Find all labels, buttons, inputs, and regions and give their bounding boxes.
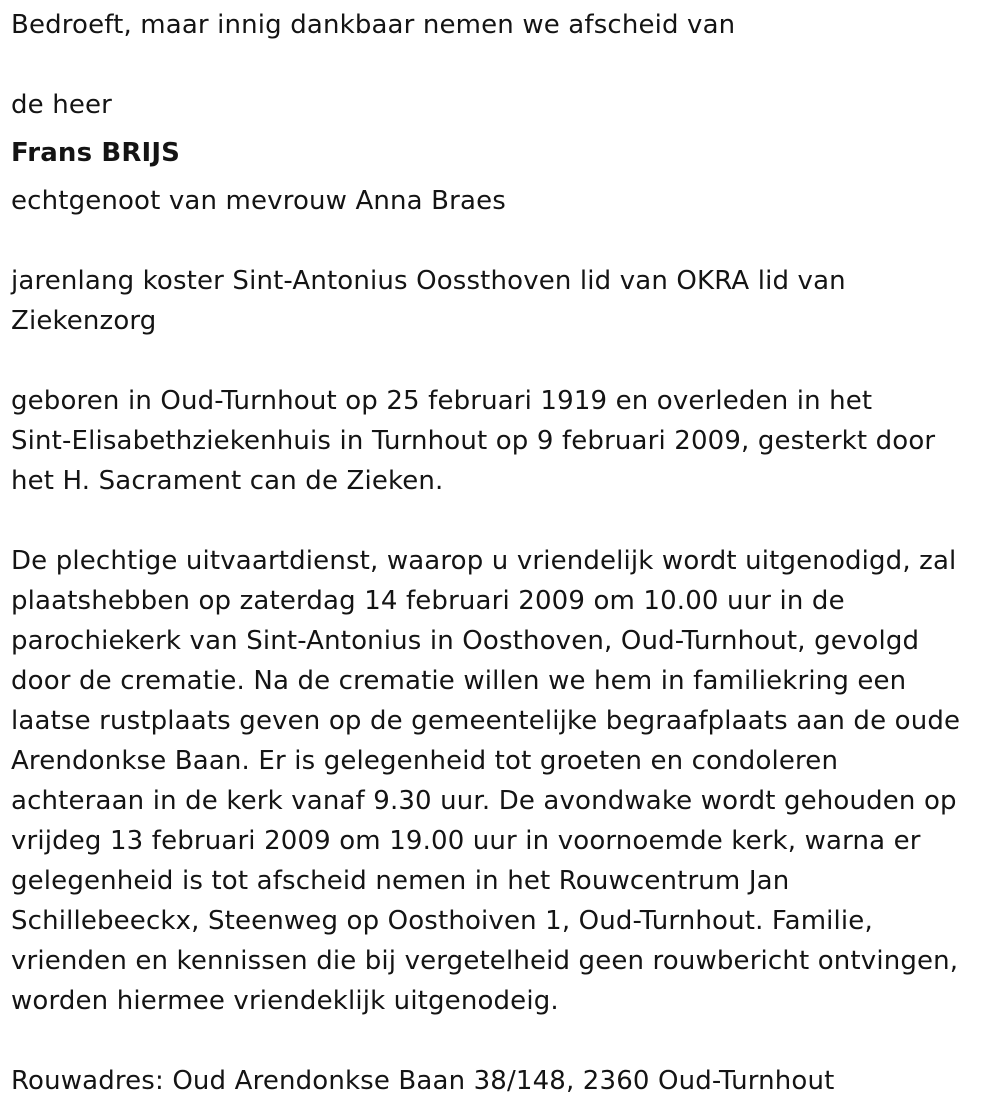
- service-line: plaatshebben op zaterdag 14 februari 2009 om 10.00 uur in de: [11, 586, 845, 616]
- birth-death-paragraph: [11, 381, 991, 501]
- intro-line: Bedroeft, maar innig dankbaar nemen we afscheid van: [11, 10, 736, 40]
- deceased-name: Frans BRIJS: [11, 138, 181, 168]
- service-line: Schillebeeckx, Steenweg op Oosthoiven 1, Oud-Turnhout. Familie,: [11, 906, 873, 936]
- spacer: [11, 125, 991, 133]
- honorific: de heer: [11, 90, 112, 120]
- service-line: De plechtige uitvaartdienst, waarop u vriendelijk wordt uitgenodigd, zal: [11, 546, 957, 576]
- spacer: [11, 221, 991, 261]
- birth-death-line: Sint-Elisabethziekenhuis in Turnhout op 9 februari 2009, gesterkt door: [11, 426, 936, 456]
- roles-line: jarenlang koster Sint-Antonius Oossthoven lid van OKRA lid van: [11, 266, 846, 296]
- birth-death-line: geboren in Oud-Turnhout op 25 februari 1919 en overleden in het: [11, 386, 873, 416]
- service-line: worden hiermee vriendeklijk uitgenodeig.: [11, 986, 559, 1016]
- service-line: vrijdeg 13 februari 2009 om 19.00 uur in voornoemde kerk, warna er: [11, 826, 921, 856]
- spacer: [11, 173, 991, 181]
- service-line: achteraan in de kerk vanaf 9.30 uur. De avondwake wordt gehouden op: [11, 786, 957, 816]
- birth-death-line: het H. Sacrament can de Zieken.: [11, 466, 444, 496]
- service-line: Arendonkse Baan. Er is gelegenheid tot groeten en condoleren: [11, 746, 839, 776]
- service-line: parochiekerk van Sint-Antonius in Oosthoven, Oud-Turnhout, gevolgd: [11, 626, 920, 656]
- death-notice: [11, 0, 991, 1101]
- spacer: [11, 501, 991, 541]
- mourning-address: Rouwadres: Oud Arendonkse Baan 38/148, 2360 Oud-Turnhout: [11, 1066, 835, 1096]
- spacer: [11, 45, 991, 85]
- service-line: door de crematie. Na de crematie willen we hem in familiekring een: [11, 666, 907, 696]
- roles-line: Ziekenzorg: [11, 306, 157, 336]
- service-line: gelegenheid is tot afscheid nemen in het Rouwcentrum Jan: [11, 866, 790, 896]
- spacer: [11, 341, 991, 381]
- service-line: laatse rustplaats geven op de gemeentelijke begraafplaats aan de oude: [11, 706, 961, 736]
- intro-text: [11, 0, 991, 45]
- roles-paragraph: [11, 261, 991, 341]
- service-paragraph: [11, 541, 991, 1021]
- spacer: [11, 1021, 991, 1061]
- service-line: vrienden en kennissen die bij vergetelheid geen rouwbericht ontvingen,: [11, 946, 959, 976]
- spouse-line: echtgenoot van mevrouw Anna Braes: [11, 186, 506, 216]
